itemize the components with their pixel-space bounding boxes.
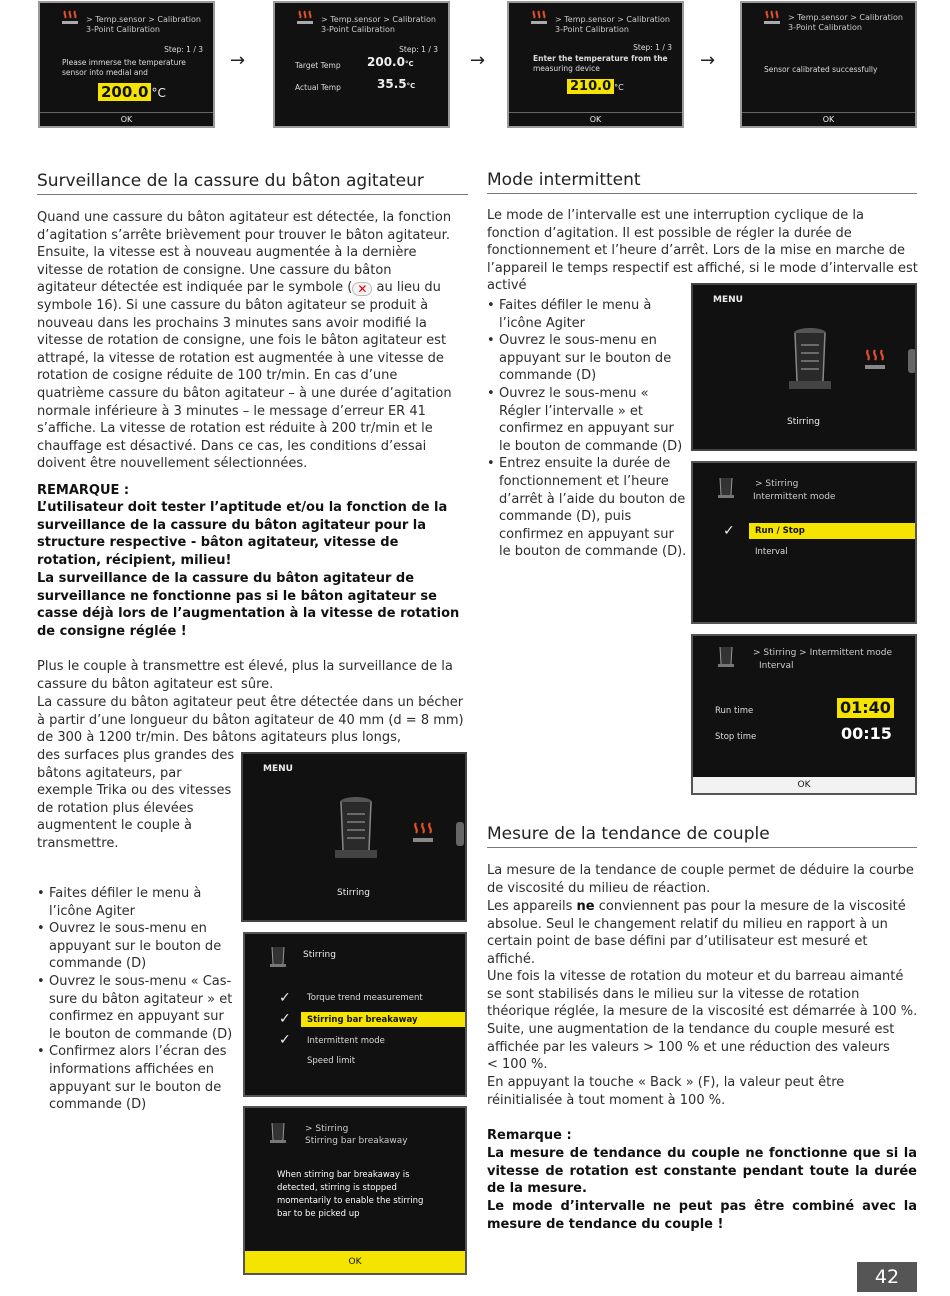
section-heading-intermittent-mode: Mode intermittent (487, 170, 917, 194)
menu-screen (241, 752, 467, 922)
remark-text: L’utilisateur doit tester l’aptitude et/ou la fonction de la surveillance de la cassure du bâton agitateur pour la structure respective - bâton agitateur, vitesse de rotation, récipient, milieu! (37, 500, 448, 568)
target-temp-value: 200.0 (367, 55, 405, 69)
check-icon: ✓ (279, 1011, 291, 1027)
ok-button[interactable]: OK (509, 112, 682, 126)
thermometer-icon (905, 347, 917, 375)
calibration-screen-4 (740, 1, 917, 128)
left-steps-list (37, 885, 237, 1114)
menu-title: MENU (263, 764, 293, 774)
screen-subtitle: 3-Point Calibration (321, 25, 395, 34)
info-text: bar to be picked up (277, 1209, 360, 1219)
menu-item[interactable]: Run / Stop (755, 526, 805, 536)
screen-text: sensor into medial and (62, 68, 148, 77)
screen-path: > Temp.sensor > Calibration (788, 13, 903, 22)
breakaway-description: Quand une cassure du bâton agitateur est détectée, la fonction d’agitation s’arrête brièvement pour trouver le bâton agitateur. Ensuite, la vitesse est à nouveau augmentée à la dernière vitesse de rotation de consigne. Une cassure du bâton agitateur détectée est indiquée par le symbole ( ✕ au lieu du symbole 16). Si une cassure du bâton agitateur se produit à nouveau dans les prochains 3 minutes sans avoir modifié la vitesse de rotation de consigne, une fois le bâton agitateur est attrapé, la vitesse de rotation est augmentée à une vitesse de rotation de cosigne réduite de 100 tr/min. En cas d’une quatrième cassure du bâton agitateur – à une durée d’agitation normale inférieure à 3 minutes – le message d’erreur ER 41 s’affiche. La vitesse de rotation est réduite à 200 tr/min et le chauffage est désactivé. Dans ce cas, les conditions d’essai doivent être nouvellement sélectionnées. (37, 210, 452, 472)
list-item: • Entrez ensuite la durée de fonctionnement et l’heure d’arrêt à l’aide du bouton de commande (D), puis confirmez en appuyant sur le bouton de commande (D). (487, 455, 687, 561)
heat-icon (529, 9, 549, 29)
info-text: momentarily to enable the stirring (277, 1196, 424, 1206)
info-text: When stirring bar breakaway is (277, 1170, 410, 1180)
calibration-screen-1 (38, 1, 215, 128)
check-icon: ✓ (279, 990, 291, 1006)
heat-icon (411, 820, 435, 848)
remark-text: La surveillance de la cassure du bâton agitateur de surveillance ne fonctionne pas si le bâton agitateur se casse déjà lors de l’augmentation à la vitesse de rotation de consigne réglée ! (37, 571, 460, 639)
remark-title: REMARQUE : (37, 483, 130, 498)
heat-icon (863, 347, 887, 375)
screen-path: > Temp.sensor > Calibration (555, 15, 670, 24)
remark-title: Remarque : (487, 1128, 572, 1143)
intermittent-mode-screen (691, 461, 917, 624)
torque-start: Une fois la vitesse de rotation du moteur et du barreau aimanté se sont stabilisés dans le milieu sur la vitesse de rotation théorique réglée, la mesure de la viscosité est démarrée à 100 %. (487, 969, 918, 1020)
list-item: • Ouvrez le sous-menu « Cas-sure du bâton agitateur » et confirmez en appuyant sur le bouton de commande (D) (37, 973, 237, 1043)
check-icon: ✓ (723, 523, 735, 539)
screen-subtitle: Intermittent mode (753, 492, 836, 502)
screen-path: > Temp.sensor > Calibration (86, 15, 201, 24)
right-steps-list (487, 297, 687, 561)
screen-text: measuring device (533, 64, 600, 73)
list-item: • Ouvrez le sous-menu en appuyant sur le bouton de commande (D) (37, 920, 237, 973)
remark-text: Le mode d’intervalle ne peut pas être combiné avec la mesure de tendance du couple ! (487, 1199, 917, 1232)
screen-path: > Temp.sensor > Calibration (321, 15, 436, 24)
stop-time-value[interactable]: 00:15 (841, 724, 892, 743)
menu-item[interactable]: Speed limit (307, 1056, 356, 1066)
screen-subtitle: 3-Point Calibration (788, 23, 862, 32)
unit-label: °C (151, 86, 166, 100)
target-temp-label: Target Temp (295, 61, 341, 70)
unit-label: °C (404, 60, 414, 68)
run-time-label: Run time (715, 706, 754, 716)
temperature-value: 200.0 (98, 83, 151, 101)
calibration-screen-2 (273, 1, 450, 128)
ok-button[interactable]: OK (742, 112, 915, 126)
stop-time-label: Stop time (715, 732, 757, 742)
beaker-icon (717, 644, 735, 668)
screen-path: > Stirring (755, 479, 799, 489)
stirring-submenu-screen (243, 932, 467, 1097)
heat-icon (295, 9, 315, 29)
screen-text: Please immerse the temperature (62, 58, 186, 67)
menu-item[interactable]: Intermittent mode (307, 1036, 385, 1046)
menu-item[interactable]: Torque trend measurement (307, 993, 423, 1003)
screen-subtitle: 3-Point Calibration (555, 25, 629, 34)
arrow: → (700, 50, 716, 71)
detection-paragraph-cont: des surfaces plus grandes des bâtons agitateurs, par exemple Trika ou des vitesses de rotation plus élevées augmentent le couple à transmettre. (37, 748, 235, 851)
remark-text: La mesure de tendance du couple ne fonctionne que si la vitesse de rotation est constante pendant toute la durée de la mesure. (487, 1146, 917, 1197)
screen-subtitle: 3-Point Calibration (86, 25, 160, 34)
menu-label: Stirring (787, 417, 820, 427)
heat-icon (762, 9, 782, 29)
step-label: Step: 1 / 3 (633, 43, 672, 52)
torque-absolute-note: Les appareils ne conviennent pas pour la mesure de la viscosité absolue. Seul le changement relatif du milieu en rapport à un certain point de base défini par d’utilisateur est mesuré et affiché. (487, 899, 906, 967)
menu-item[interactable]: Stirring bar breakaway (307, 1015, 418, 1025)
calibration-screen-3 (507, 1, 684, 128)
menu-screen (691, 283, 917, 451)
screen-subtitle: Interval (759, 661, 794, 671)
list-item: • Faites défiler le menu à l’icône Agiter (37, 885, 237, 920)
menu-label: Stirring (337, 888, 370, 898)
screen-text: Enter the temperature from the (533, 54, 668, 63)
ok-button[interactable]: OK (693, 777, 915, 793)
section-heading-torque-trend: Mesure de la tendance de couple (487, 824, 917, 848)
menu-title: MENU (713, 295, 743, 305)
list-item: • Ouvrez le sous-menu en appuyant sur le bouton de commande (D) (487, 332, 687, 385)
detection-paragraph: La cassure du bâton agitateur peut être détectée dans un bécher à partir d’une longueur du bâton agitateur de 40 mm (d = 8 mm) de 300 à 1200 tr/min. Des bâtons agitateurs plus longs, (37, 695, 464, 746)
actual-temp-label: Actual Temp (295, 83, 341, 92)
section-heading-stirring-bar-breakaway: Surveillance de la cassure du bâton agitateur (37, 171, 468, 195)
screen-path: > Stirring (305, 1124, 349, 1134)
list-item: • Ouvrez le sous-menu « Régler l’intervalle » et confirmez en appuyant sur le bouton de commande (D) (487, 385, 687, 455)
screen-path: > Stirring > Intermittent mode (753, 648, 893, 658)
step-label: Step: 1 / 3 (399, 45, 438, 54)
menu-item[interactable]: Interval (755, 547, 788, 557)
torque-reset: En appuyant la touche « Back » (F), la valeur peut être réinitialisée à tout moment à 100 %. (487, 1075, 845, 1108)
run-time-value[interactable]: 01:40 (837, 698, 894, 718)
list-item: • Confirmez alors l’écran des informations affichées en appuyant sur le bouton de commande (D) (37, 1043, 237, 1113)
temperature-value: 210.0 (567, 79, 614, 94)
interval-screen (691, 634, 917, 795)
torque-intro: La mesure de la tendance de couple permet de déduire la courbe de viscosité du milieu de réaction. (487, 863, 914, 896)
ok-button[interactable]: OK (40, 112, 213, 126)
torque-values: Suite, une augmentation de la tendance du couple mesuré est affichée par les valeurs > 100 % et une réduction des valeurs < 100 %. (487, 1022, 895, 1073)
screen-title: Stirring (303, 950, 336, 960)
arrow: → (230, 50, 246, 71)
check-icon: ✓ (279, 1032, 291, 1048)
unit-label: °C (614, 83, 624, 92)
beaker-icon (269, 944, 287, 968)
unit-label: °C (406, 82, 416, 90)
breakaway-symbol-icon: ✕ (352, 282, 372, 296)
intermittent-description: Le mode de l’intervalle est une interruption cyclique de la fonction d’agitation. Il est possible de régler la durée de fonctionnement et l’heure d’arrêt. Lors de la mise en marche de l’appareil le temps respectif est affiché, si le mode d’intervalle est activé (487, 208, 918, 294)
stirrer-beaker-icon (331, 792, 381, 862)
torque-paragraph: Plus le couple à transmettre est élevé, plus la surveillance de la cassure du bâton agitateur est sûre. (37, 659, 453, 692)
info-text: detected, stirring is stopped (277, 1183, 397, 1193)
beaker-icon (717, 475, 735, 499)
page-number: 42 (857, 1262, 917, 1292)
breakaway-info-screen (243, 1106, 467, 1275)
arrow: → (470, 50, 486, 71)
beaker-icon (269, 1120, 287, 1144)
success-message: Sensor calibrated successfully (764, 65, 878, 74)
step-label: Step: 1 / 3 (164, 45, 203, 54)
heat-icon (60, 9, 80, 29)
screen-subtitle: Stirring bar breakaway (305, 1136, 408, 1146)
stirrer-beaker-icon (785, 323, 835, 393)
actual-temp-value: 35.5 (377, 77, 407, 91)
thermometer-icon (453, 820, 467, 848)
list-item: • Faites défiler le menu à l’icône Agiter (487, 297, 687, 332)
ok-button[interactable]: OK (245, 1251, 465, 1273)
